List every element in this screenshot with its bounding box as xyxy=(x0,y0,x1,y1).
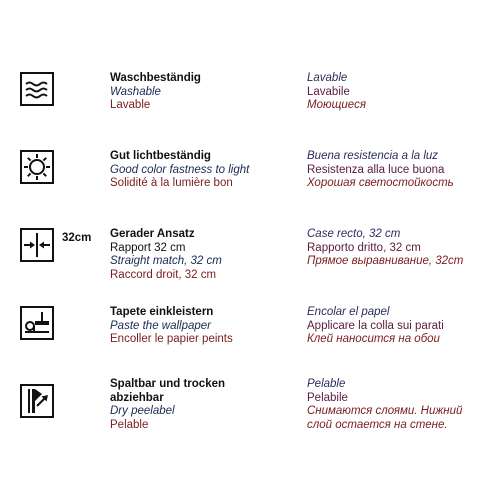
label-de: Gerader Ansatz xyxy=(110,228,195,240)
label-es: Encolar el papel xyxy=(307,306,390,318)
label-fr: Raccord droit, 32 cm xyxy=(110,268,217,281)
label-ru-continued: слой остается на стене. xyxy=(307,418,448,431)
label-en: Washable xyxy=(110,85,161,98)
label-fr: Solidité à la lumière bon xyxy=(110,177,233,190)
label-fr: Pelable xyxy=(110,418,149,431)
label-ru: Снимаются слоями. Нижний xyxy=(307,405,463,418)
label-ru: Моющиеся xyxy=(307,99,366,112)
sun-lightfast-icon xyxy=(20,150,54,184)
label-es: Case recto, 32 cm xyxy=(307,228,401,240)
label-it: Resistenza alla luce buona xyxy=(307,163,445,176)
label-ru: Клей наносится на обои xyxy=(307,333,440,346)
label-de-repeat: Rapport 32 cm xyxy=(110,241,186,254)
label-es: Lavable xyxy=(307,72,348,84)
label-de: Waschbeständig xyxy=(110,72,201,84)
label-fr: Lavable xyxy=(110,99,151,112)
label-it: Pelabile xyxy=(307,391,348,404)
label-es: Pelable xyxy=(307,378,346,390)
label-ru: Прямое выравнивание, 32cm xyxy=(307,255,464,268)
washable-waves-icon xyxy=(20,72,54,106)
repeat-size-label: 32cm xyxy=(62,232,92,244)
label-it: Lavabile xyxy=(307,85,350,98)
label-de: Spaltbar und trocken xyxy=(110,378,226,390)
label-de: Gut lichtbeständig xyxy=(110,150,211,162)
label-de: Tapete einkleistern xyxy=(110,306,214,318)
paste-the-wall-icon xyxy=(20,306,54,340)
peelable-icon xyxy=(20,384,54,418)
straight-match-icon xyxy=(20,228,54,262)
label-es: Buena resistencia a la luz xyxy=(307,150,439,162)
label-fr: Encoller le papier peints xyxy=(110,333,233,346)
label-en: Dry peelabel xyxy=(110,405,175,418)
label-en: Paste the wallpaper xyxy=(110,319,212,332)
label-en: Good color fastness to light xyxy=(110,163,250,176)
label-de-continued: abziehbar xyxy=(110,391,164,404)
label-it: Applicare la colla sui parati xyxy=(307,319,444,332)
label-ru: Хорошая светостойкость xyxy=(307,177,454,190)
label-it: Rapporto dritto, 32 cm xyxy=(307,241,421,254)
label-en: Straight match, 32 cm xyxy=(110,255,222,268)
